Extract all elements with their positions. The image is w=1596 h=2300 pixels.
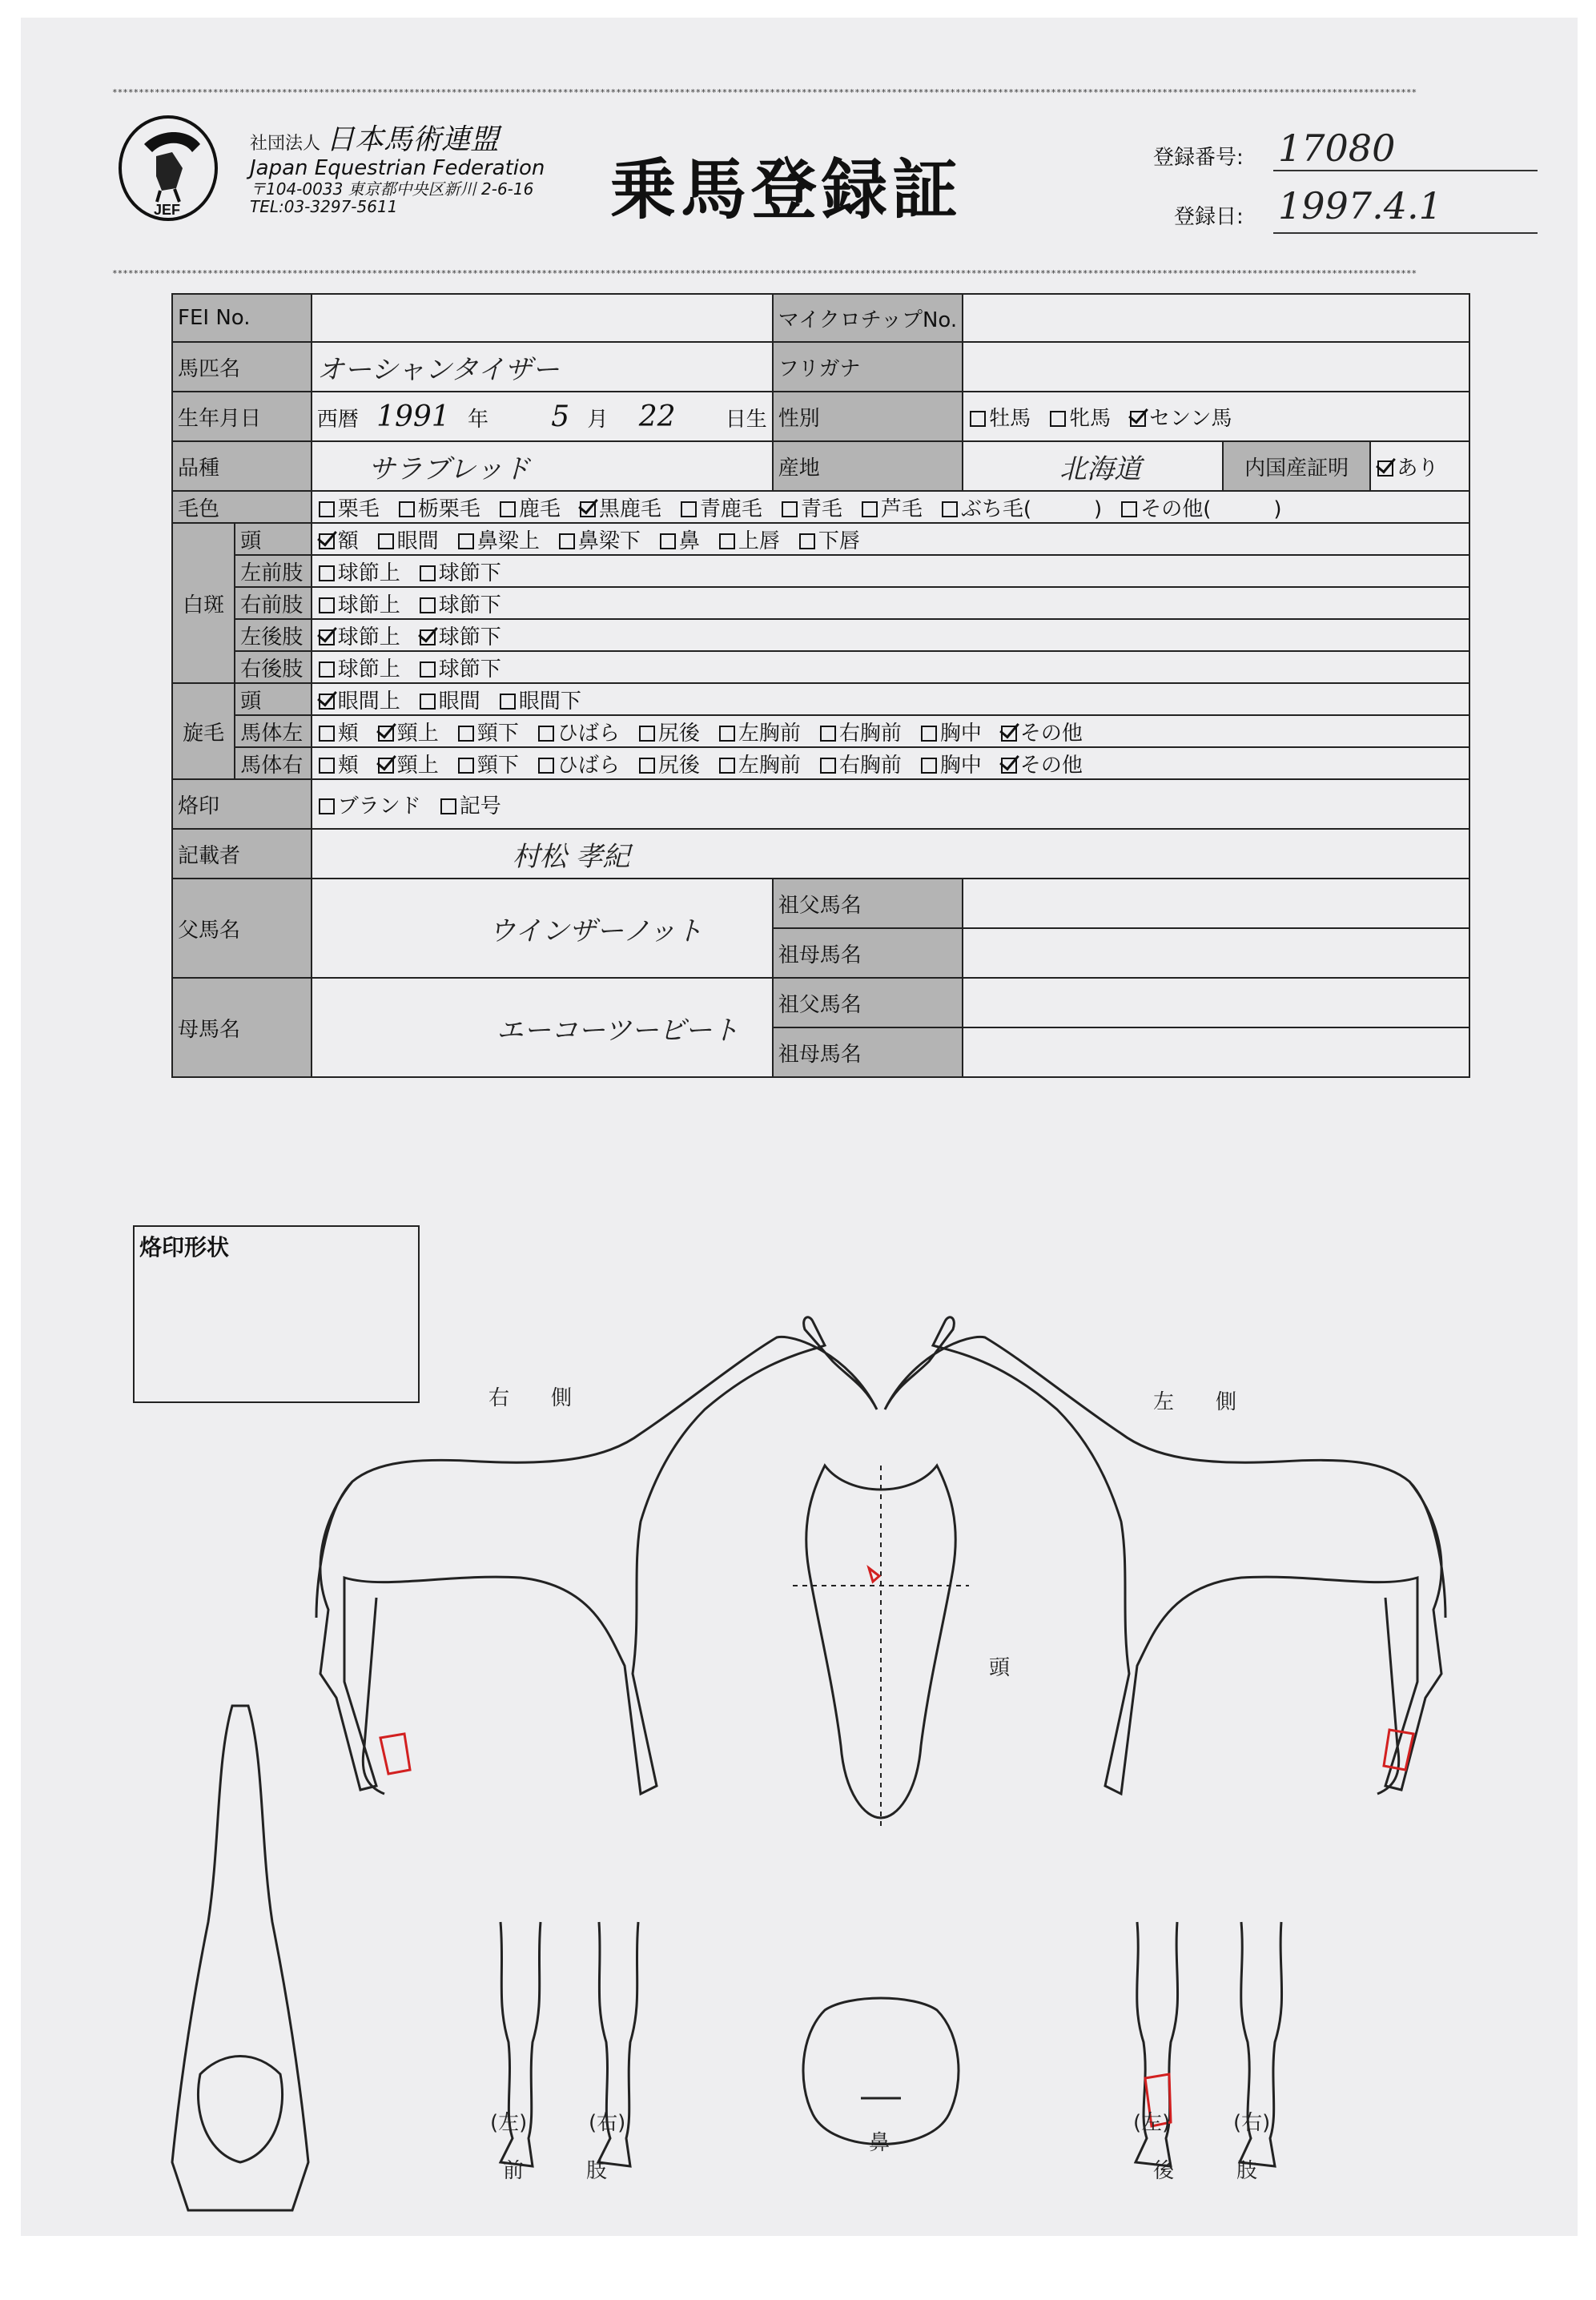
hind-right-label: (右): [1233, 2111, 1271, 2135]
brand-shape-label: 烙印形状: [139, 1234, 230, 1261]
recorder-field[interactable]: 村松 孝紀: [312, 829, 1469, 879]
checkbox-label: 球節下: [438, 625, 501, 649]
checkbox-label: 胸中: [939, 753, 982, 778]
white-row-label: 右後肢: [235, 651, 312, 683]
checkbox-label: 左胸前: [738, 753, 801, 778]
hindlimb-label: 後 肢: [1153, 2159, 1258, 2183]
horse-name-field[interactable]: オーシャンタイザー: [312, 342, 773, 392]
nose-diagram: [803, 1998, 959, 2145]
month-unit: 月: [587, 407, 609, 432]
origin-label: 産地: [773, 441, 963, 491]
dam-label: 母馬名: [172, 978, 312, 1077]
birth-day: 22: [638, 400, 676, 433]
white-row-label: 左前肢: [235, 555, 312, 587]
whorl-row-label: 馬体左: [235, 715, 312, 747]
checkbox-label: 頬: [337, 753, 359, 778]
checkbox-label: 球節下: [438, 561, 501, 585]
checkbox-label: 眼間: [438, 689, 480, 714]
bottom-star-border: ******************************************************************************************************************************************************************************************************************************************************: [112, 269, 1417, 279]
checkbox-label: 頸上: [396, 753, 439, 778]
checkbox-label: 眼間下: [518, 689, 581, 714]
fei-no-label: FEI No.: [172, 294, 312, 342]
checkbox-label: 右胸前: [838, 753, 902, 778]
checkbox-label: ブランド: [337, 794, 421, 818]
checkbox-label: 眼間上: [337, 689, 400, 714]
birth-date-label: 生年月日: [172, 392, 312, 441]
checkbox-label: 球節上: [337, 561, 400, 585]
fore-left-label: (左): [490, 2111, 528, 2135]
year-unit: 年: [467, 407, 488, 432]
right-side-rear-leg: [363, 1598, 384, 1794]
checkbox-label: ぶち毛( ): [960, 497, 1103, 521]
microchip-label: マイクロチップNo.: [773, 294, 963, 342]
fore-right-label: (右): [589, 2111, 626, 2135]
day-unit: 日生: [725, 407, 767, 432]
checkbox-label: 尻後: [657, 721, 700, 746]
checkbox-label: 栃栗毛: [417, 497, 480, 521]
checkbox-label: ひばら: [557, 753, 620, 778]
checkbox-label: 頸下: [476, 721, 519, 746]
grandsire-label: 祖父馬名: [773, 978, 963, 1027]
top-view-horse: [172, 1706, 308, 2210]
nose-label: 鼻: [869, 2131, 890, 2155]
checkbox-label: その他: [1019, 721, 1083, 746]
checkbox-label: 頬: [337, 721, 359, 746]
origin-field[interactable]: 北海道: [963, 441, 1223, 491]
whorl-row-label: 頭: [235, 683, 312, 715]
page-title: 乗馬登録証: [610, 152, 963, 228]
white-row-label: 右前肢: [235, 587, 312, 619]
checkbox-label: 球節上: [337, 625, 400, 649]
top-view-rump: [198, 2057, 282, 2163]
checkbox-label: 尻後: [657, 753, 700, 778]
checkbox-label: 記号: [459, 794, 501, 818]
domestic-option-label: あり: [1397, 456, 1439, 481]
head-label: 頭: [989, 1656, 1011, 1680]
dam-field[interactable]: エーコーツービート: [312, 978, 773, 1077]
checkbox-label: 球節上: [337, 593, 400, 617]
granddam-label: 祖母馬名: [773, 928, 963, 978]
checkbox-label: ひばら: [557, 721, 620, 746]
org-name-en: Japan Equestrian Federation: [250, 156, 545, 180]
checkbox-label: 頸上: [396, 721, 439, 746]
sex-label: 性別: [773, 392, 963, 441]
top-star-border: ******************************************************************************************************************************************************************************************************************************************************: [112, 88, 1417, 98]
recorder-label: 記載者: [172, 829, 312, 879]
checkbox-label: その他: [1019, 753, 1083, 778]
whorl-row-label: 馬体右: [235, 747, 312, 779]
white-row-label: 頭: [235, 523, 312, 555]
white-marks-label: 白斑: [172, 523, 235, 683]
checkbox-label: 鼻梁下: [577, 529, 641, 553]
forelimb-label: 前 肢: [503, 2159, 608, 2183]
checkbox-label: センン馬: [1149, 406, 1232, 431]
brand-label: 烙印: [172, 779, 312, 829]
left-side-rear-leg: [1377, 1598, 1399, 1794]
horse-name-label: 馬匹名: [172, 342, 312, 392]
sire-field[interactable]: ウインザーノット: [312, 879, 773, 978]
checkbox-label: 鼻梁上: [476, 529, 540, 553]
birth-era: 西暦: [316, 407, 359, 432]
checkbox-label: 上唇: [738, 529, 780, 553]
telephone: TEL:03-3297-5611: [250, 197, 398, 216]
white-row-label: 左後肢: [235, 619, 312, 651]
checkbox-label: 栗毛: [337, 497, 380, 521]
reg-no-label: 登録番号:: [1153, 146, 1244, 170]
checkbox-label: 鹿毛: [518, 497, 561, 521]
right-side-white-mark: [380, 1734, 410, 1774]
postal-address: 〒104-0033 東京都中央区新川 2-6-16: [250, 179, 534, 199]
left-side-label: 左 側: [1153, 1390, 1237, 1414]
checkbox-label: 左胸前: [738, 721, 801, 746]
birth-year: 1991: [376, 400, 450, 433]
whorl-mark: [869, 1568, 879, 1582]
coat-label: 毛色: [172, 491, 312, 523]
reg-date-label: 登録日:: [1174, 205, 1244, 229]
checkbox-label: 球節上: [337, 657, 400, 682]
logo-text: JEF: [154, 202, 181, 218]
birth-month: 5: [551, 400, 570, 433]
checkbox-label: 胸中: [939, 721, 982, 746]
checkbox-label: 頸下: [476, 753, 519, 778]
hind-left-label: (左): [1133, 2111, 1171, 2135]
org-name: 日本馬術連盟: [326, 123, 500, 156]
checkbox-label: 黒鹿毛: [598, 497, 661, 521]
sire-label: 父馬名: [172, 879, 312, 978]
checkbox-label: 青鹿毛: [699, 497, 762, 521]
checkbox-label: 額: [337, 529, 359, 553]
right-side-label: 右 側: [488, 1386, 573, 1410]
checkbox-label: 牡馬: [989, 406, 1031, 431]
granddam-label: 祖母馬名: [773, 1027, 963, 1077]
checkbox-label: 眼間: [396, 529, 439, 553]
checkbox-label: 牝馬: [1069, 406, 1112, 431]
breed-field[interactable]: サラブレッド: [312, 441, 773, 491]
checkbox-label: 球節下: [438, 657, 501, 682]
breed-label: 品種: [172, 441, 312, 491]
checkbox-label: 下唇: [818, 529, 860, 553]
whorl-label: 旋毛: [172, 683, 235, 779]
domestic-label: 内国産証明: [1223, 441, 1370, 491]
checkbox-label: 鼻: [678, 529, 700, 553]
checkbox-label: 球節下: [438, 593, 501, 617]
org-prefix: 社団法人: [250, 134, 321, 154]
grandsire-label: 祖父馬名: [773, 879, 963, 928]
checkbox-label: 芦毛: [880, 497, 923, 521]
right-side-horse: [320, 1317, 877, 1794]
reg-date-value: 1997.4.1: [1278, 184, 1442, 227]
furigana-label: フリガナ: [773, 342, 963, 392]
checkbox-label: 青毛: [800, 497, 842, 521]
checkbox-label: 右胸前: [838, 721, 902, 746]
checkbox-label: その他( ): [1140, 497, 1282, 521]
reg-no-value: 17080: [1278, 127, 1396, 170]
